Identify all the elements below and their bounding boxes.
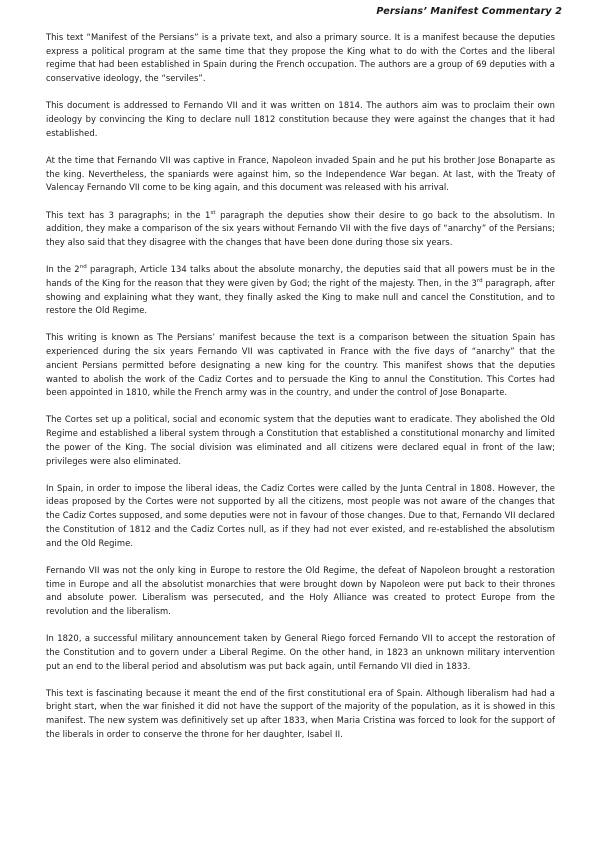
paragraph-10: In 1820, a successful military announcement taken by General Riego forced Fernando VII to accept the restoration of the Constitution and to govern under a Liberal Regime. On the other hand, in 1823 an unknown military intervention put an end to the liberal period and absolutism was put back again, until Fernando VII died in 1833. (46, 633, 555, 671)
paragraph-4 (46, 209, 555, 250)
ordinal-superscript: st (210, 209, 216, 216)
paragraph-1: This text “Manifest of the Persians” is a private text, and also a primary source. It is a manifest because the deputies express a political program at the same time that they propose the King what to do with the Cortes and the liberal regime that had been established in Spain during the French occupation. The authors are a group of 69 deputies with a conservative ideology, the “serviles”. (46, 32, 555, 84)
header-subtitle: Commentary 2 (481, 6, 562, 17)
running-header (376, 6, 562, 17)
ordinal-superscript: rd (476, 277, 483, 284)
document-body (46, 31, 555, 755)
paragraph-6: This writing is known as The Persians’ manifest because the text is a comparison between the situation Spain has experienced during the six years Fernando VII was captivated in France with the five days of “anarchy” that the ancient Persians permitted before designating a new king for the country. This manifest shows that the deputies wanted to abolish the work of the Cadiz Cortes and to persuade the King to annul the Constitution. This Cortes had been appointed in 1810, while the French army was in the country, and under the control of Jose Bonaparte. (46, 332, 555, 398)
paragraph-11: This text is fascinating because it meant the end of the first constitutional era of Spain. Although liberalism had had a bright start, when the war finished it did not have the support of the majority of the population, as it is showed in this manifest. The new system was definitively set up after 1833, when Maria Cristina was forced to look for the support of the liberals in order to conserve the throne for her daughter, Isabel II. (46, 687, 555, 739)
paragraph-5-part-a: In the 2 (46, 264, 80, 275)
paragraph-5-part-b: paragraph, Article 134 talks about the absolute monarchy, the deputies said that all powers must be in the hands of the King for the reason that they were given by God; the right of the majesty. Then, in the 3 (46, 264, 556, 288)
paragraph-4-part-b: paragraph the deputies show their desire to go back to the absolutism. In addition, they make a comparison of the six years without Fernando VII with the five days of “anarchy” of the Persians; they also said that they disagree with the changes that have been done during those six years. (46, 209, 555, 247)
paragraph-3: At the time that Fernando VII was captive in France, Napoleon invaded Spain and he put his brother Jose Bonaparte as the king. Nevertheless, the spaniards were against him, so the Independence War began. At last, with the Treaty of Valencay Fernando VII come to be king again, and this document was released with his arrival. (46, 154, 555, 193)
ordinal-superscript: nd (79, 264, 87, 271)
paragraph-5 (46, 263, 555, 318)
paragraph-7: The Cortes set up a political, social and economic system that the deputies want to eradicate. They abolished the Old Regime and established a liberal system through a Constitution that established a constitutional monarchy and limited the power of the King. The social division was eliminated and all citizens were declared equal in front of the law; privileges were also eliminated. (46, 414, 555, 466)
paragraph-4-part-a: This text has 3 paragraphs; in the 1 (46, 209, 211, 220)
paragraph-9: Fernando VII was not the only king in Europe to restore the Old Regime, the defeat of Napoleon brought a restoration time in Europe and all the absolutist monarchies that were brought down by Napoleon were put back to their thrones and absolute power. Liberalism was persecuted, and the Holy Alliance was created to protect Europe from the revolution and the liberalism. (46, 564, 555, 616)
paragraph-2: This document is addressed to Fernando VII and it was written on 1814. The authors aim was to proclaim their own ideology by convincing the King to declare null 1812 constitution because they were against the changes that it had established. (46, 100, 555, 138)
paragraph-8: In Spain, in order to impose the liberal ideas, the Cadiz Cortes were called by the Junta Central in 1808. However, the ideas proposed by the Cortes were not supported by all the citizens, most people was not aware of the changes that the Cadiz Cortes supposed, and some deputies were not in favour of those changes. Due to that, Fernando VII declared the Constitution of 1812 and the Cadiz Cortes null, as if they had not ever existed, and re-established the absolutism and the Old Regime. (46, 482, 555, 548)
paragraph-5-part-c: paragraph, after showing and explaining what they want, they finally asked the King to make null and cancel the Constitution, and to restore the Old Regime. (46, 277, 555, 316)
header-title: Persians’ Manifest (376, 6, 479, 17)
